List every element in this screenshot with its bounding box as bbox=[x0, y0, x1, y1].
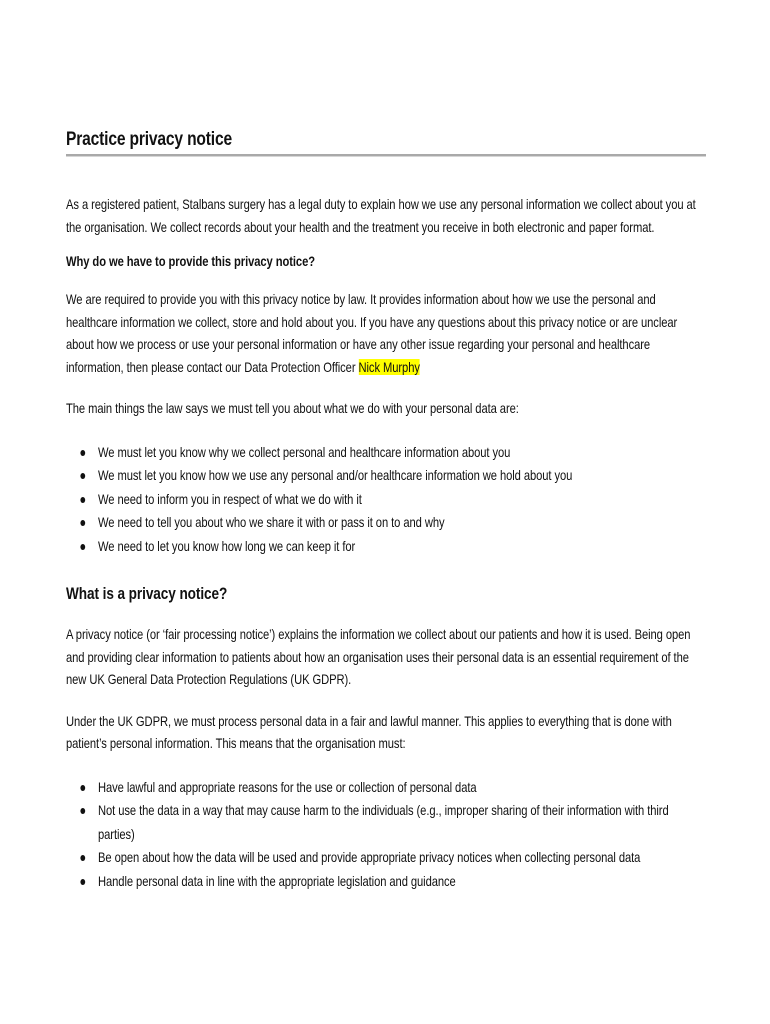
dpo-name-highlight: Nick Murphy bbox=[358, 358, 420, 375]
list-item: We need to let you know how long we can keep it for bbox=[66, 535, 706, 559]
bullet-icon bbox=[80, 879, 85, 885]
bullet-icon bbox=[80, 473, 85, 479]
list-item: Not use the data in a way that may cause harm to the individuals (e.g., improper sharing of their information with third parties) bbox=[66, 799, 706, 846]
main-things-intro: The main things the law says we must tell you about what we do with your personal data are: bbox=[66, 400, 519, 416]
bullet-icon bbox=[80, 520, 85, 526]
bullet-icon bbox=[80, 785, 85, 791]
must-list bbox=[66, 776, 706, 894]
bullet-icon bbox=[80, 544, 85, 550]
list-item: We must let you know how we use any personal and/or healthcare information we hold about you bbox=[66, 464, 706, 488]
list-item: We need to inform you in respect of what we do with it bbox=[66, 488, 706, 512]
gdpr-paragraph: Under the UK GDPR, we must process personal data in a fair and lawful manner. This applies to everything that is done with patient’s personal information. This means that the organisation must: bbox=[66, 712, 672, 751]
what-paragraph: A privacy notice (or ‘fair processing notice’) explains the information we collect about our patients and how it is used. Being open and providing clear information to patients about how an organisation uses their personal data is an essential requirement of the new UK General Data Protection Regulations (UK GDPR). bbox=[66, 626, 691, 687]
main-things-list bbox=[66, 441, 706, 559]
list-item: Be open about how the data will be used and provide appropriate privacy notices when collecting personal data bbox=[66, 846, 706, 870]
list-item: Have lawful and appropriate reasons for the use or collection of personal data bbox=[66, 776, 706, 800]
bullet-icon bbox=[80, 497, 85, 503]
document-body bbox=[66, 193, 706, 893]
why-paragraph-text: We are required to provide you with this privacy notice by law. It provides information about how we use the personal and healthcare information we collect, store and hold about you. If you have any questions about this privacy notice or are unclear about how we process or use your personal information or have any other issue regarding your personal and healthcare information, then please contact our Data Protection Officer bbox=[66, 291, 678, 375]
intro-paragraph: As a registered patient, Stalbans surgery has a legal duty to explain how we use any personal information we collect about you at the organisation. We collect records about your health and the treatment you receive in both electronic and paper format. bbox=[66, 196, 696, 235]
list-item: Handle personal data in line with the appropriate legislation and guidance bbox=[66, 870, 706, 894]
what-heading: What is a privacy notice? bbox=[66, 584, 228, 603]
list-item: We need to tell you about who we share it with or pass it on to and why bbox=[66, 511, 706, 535]
list-item: We must let you know why we collect personal and healthcare information about you bbox=[66, 441, 706, 465]
document-page bbox=[66, 128, 706, 893]
bullet-icon bbox=[80, 808, 85, 814]
bullet-icon bbox=[80, 450, 85, 456]
why-heading: Why do we have to provide this privacy notice? bbox=[66, 253, 315, 269]
bullet-icon bbox=[80, 855, 85, 861]
page-title: Practice privacy notice bbox=[66, 129, 232, 150]
title-divider bbox=[66, 154, 706, 157]
why-paragraph bbox=[66, 288, 706, 378]
